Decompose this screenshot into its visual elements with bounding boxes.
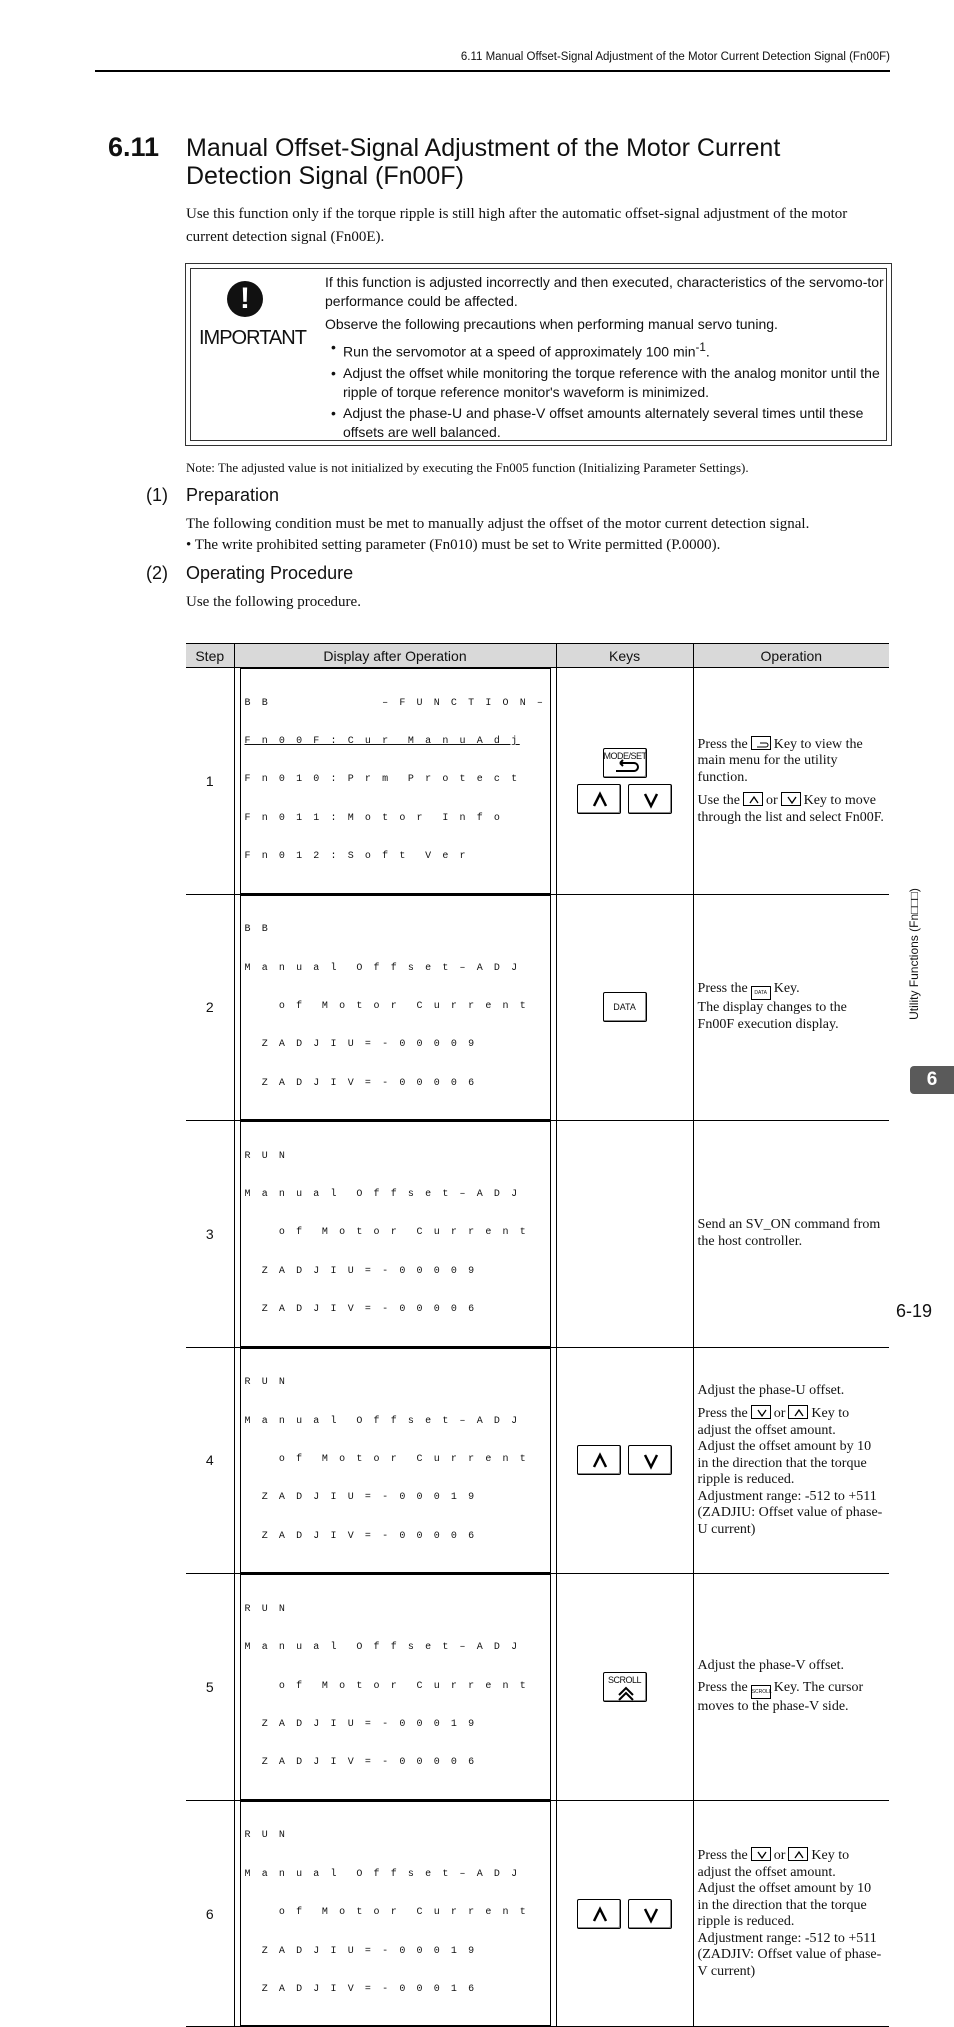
lcd-line: R U N [244,1603,288,1615]
op-fragment: Press the [697,1406,748,1422]
lcd-line: B B [244,924,271,936]
op-fragment: Press the [697,1848,748,1863]
lcd-display [240,1348,551,1574]
keys-cell [556,1574,693,1801]
step-cell: 4 [186,1347,234,1574]
down-arrow-icon [629,1900,673,1930]
lcd-display [240,668,551,894]
important-box [185,263,892,446]
down-key[interactable] [628,1899,672,1929]
table-row [186,1347,889,1574]
down-key-icon [751,1847,771,1861]
up-arrow-icon [789,1406,809,1420]
lcd-line: M a n u a l O f f s e t – A D J [244,1642,520,1654]
display-cell [234,894,556,1121]
data-key-icon: DATA [751,986,771,1000]
op-text [698,1680,885,1716]
th-display: Display after Operation [234,644,556,668]
lcd-line: F n 0 1 1 : M o t o r I n f o [244,812,503,824]
op-fragment: Press the [697,981,748,997]
preparation-text: The following condition must be met to manually adjust the offset of the motor current detection signal. [186,516,810,532]
lcd-line: Z A D J I V = - 0 0 0 0 6 [244,1304,477,1316]
preparation-num: (1) [146,485,168,505]
step-cell: 2 [186,894,234,1121]
procedure-num: (2) [146,563,168,583]
op-text: Adjust the phase-V offset. [697,1657,845,1673]
lcd-line: M a n u a l O f f s e t – A D J [244,1189,520,1201]
op-fragment: Key to view the main menu for the utility function. [697,736,863,785]
lcd-line: F n 0 0 F : C u r M a n u A d j [244,735,520,747]
bullet-1-end: . [705,343,710,360]
important-text [325,273,890,444]
lcd-line: o f M o t o r C u r r e n t [244,1680,529,1692]
op-fragment: or [773,1406,786,1422]
lcd-line: o f M o t o r C u r r e n t [244,1000,529,1012]
down-key-icon [781,792,801,806]
data-key[interactable] [603,992,647,1022]
step-cell: 1 [186,668,234,895]
down-arrow-icon [752,1848,772,1862]
op-text: (ZADJIU: Offset value of phase-U current) [697,1505,883,1537]
lcd-line: M a n u a l O f f s e t – A D J [244,1868,520,1880]
lcd-line: M a n u a l O f f s e t – A D J [244,962,520,974]
lcd-line: Z A D J I U = - 0 0 0 0 9 [244,1039,477,1051]
display-cell [234,668,556,895]
double-up-arrow-icon [604,1673,648,1703]
table-row [186,1121,889,1348]
scroll-key-label: SCROLL [608,1674,642,1685]
side-tab [904,866,924,1042]
lcd-line: Z A D J I U = - 0 0 0 0 9 [244,1265,477,1277]
keys-cell [556,1347,693,1574]
down-arrow-icon [629,1446,673,1476]
op-fragment: Key to adjust the offset amount. [697,1848,850,1880]
preparation-heading [146,485,279,506]
lcd-display [240,1574,551,1800]
op-fragment: Press the [697,1680,748,1696]
up-arrow-icon [578,1446,622,1476]
page-number: 6-19 [895,1301,932,1321]
lcd-display [240,1801,551,2027]
important-para-2: Observe the following precautions when performing manual servo tuning. [325,316,778,332]
op-fragment: or [773,1848,786,1863]
op-fragment: or [765,793,778,809]
lcd-line: Z A D J I U = - 0 0 0 1 9 [244,1945,477,1957]
up-key-icon [743,792,763,806]
op-text: Adjust the offset amount by 10 in the direction that the torque ripple is reduced. [697,1881,872,1929]
table-row [186,894,889,1121]
section-title: Manual Offset-Signal Adjustment of the Motor Current Detection Signal (Fn00F) [186,134,781,190]
down-arrow-icon [782,793,802,807]
scroll-key-icon: SCROLL [751,1685,771,1699]
operation-cell: Send an SV_ON command from the host controller. [693,1121,889,1348]
step-cell: 3 [186,1121,234,1348]
table-row [186,1800,889,2027]
lcd-line: Z A D J I V = - 0 0 0 0 6 [244,1757,477,1769]
up-arrow-icon [744,793,764,807]
op-text [698,1847,885,1881]
up-key-icon [788,1405,808,1419]
op-text [698,736,885,787]
important-bullet-3: • Adjust the phase-U and phase-V offset amounts alternately several times until these offsets are well balanced. [331,404,890,442]
keys-cell [556,668,693,895]
lcd-line: M a n u a l O f f s e t – A D J [244,1415,520,1427]
op-fragment: Press the [697,736,748,752]
lcd-line: F n 0 1 2 : S o f t V e r [244,851,469,863]
lcd-line: Z A D J I V = - 0 0 0 1 6 [244,1983,477,1995]
procedure-table [186,643,889,2027]
keys-cell [556,894,693,1121]
op-text: (ZADJIV: Offset value of phase-V current) [697,1947,882,1979]
down-key-icon [751,1405,771,1419]
op-fragment: Use the [697,793,740,809]
op-text [698,792,885,826]
return-arrow-icon [752,737,772,751]
th-operation: Operation [693,644,889,668]
running-header: 6.11 Manual Offset-Signal Adjustment of the Motor Current Detection Signal (Fn00F) [460,51,890,63]
up-arrow-icon [789,1848,809,1862]
scroll-key[interactable] [603,1672,647,1702]
note: Note: The adjusted value is not initialized by executing the Fn005 function (Initializing Parameter Settings). [186,460,749,475]
lcd-line: o f M o t o r C u r r e n t [244,1454,529,1466]
op-text [698,1405,885,1439]
up-key[interactable] [577,1445,621,1475]
mode-set-label: MODE/SET [603,750,647,761]
display-cell [234,1800,556,2027]
keys-cell [556,1121,693,1348]
important-label: IMPORTANT [199,327,306,349]
th-keys: Keys [556,644,693,668]
lcd-line: R U N [244,1150,288,1162]
up-arrow-icon [578,1900,622,1930]
operation-cell [693,894,889,1121]
preparation-title: Preparation [186,485,280,505]
important-bullet-2: • Adjust the offset while monitoring the torque reference with the analog monitor until the ripple of torque reference monitor's waveform is minimized. [331,364,890,402]
return-arrow-icon [604,749,648,779]
procedure-heading [146,563,353,584]
important-para-1: If this function is adjusted incorrectly and then executed, characteristics of the servomo-tor performance could be affected. [325,274,884,309]
op-text: Adjust the offset amount by 10 in the direction that the torque ripple is reduced. [697,1439,872,1488]
exclamation-icon: ! [227,281,263,317]
op-fragment: Key to move through the list and select Fn00F. [697,793,884,825]
lcd-line: R U N [244,1830,288,1842]
display-cell [234,1574,556,1801]
table-row [186,668,889,895]
op-text: Adjustment range: -512 to +511 [697,1488,877,1504]
procedure-text: Use the following procedure. [186,594,361,610]
lcd-line: Z A D J I U = - 0 0 0 1 9 [244,1492,477,1504]
important-bullet-1 [331,338,890,362]
chapter-tab: 6 [910,1066,954,1094]
lcd-display [240,895,551,1121]
preparation-bullet: • The write prohibited setting parameter (Fn010) must be set to Write permitted (P.0000). [186,537,721,553]
step-cell: 6 [186,1800,234,2027]
operation-cell [693,1574,889,1801]
step-cell: 5 [186,1574,234,1801]
table-row [186,1574,889,1801]
lcd-line: o f M o t o r C u r r e n t [244,1907,529,1919]
up-arrow-icon [578,785,622,815]
keys-cell [556,1800,693,2027]
procedure-title: Operating Procedure [186,563,354,583]
op-text: Adjust the phase-U offset. [697,1382,845,1398]
op-text: The display changes to the Fn00F execution display. [697,1000,847,1032]
lcd-line: o f M o t o r C u r r e n t [244,1227,529,1239]
operation-cell [693,668,889,895]
up-key[interactable] [577,784,621,814]
th-step: Step [186,644,234,668]
down-arrow-icon [629,785,673,815]
lcd-line: Z A D J I V = - 0 0 0 0 6 [244,1530,477,1542]
header-rule [95,70,890,72]
lcd-display [240,1121,551,1347]
lcd-line: Z A D J I U = - 0 0 0 1 9 [244,1718,477,1730]
up-key-icon [788,1847,808,1861]
op-fragment: Key to adjust the offset amount. [697,1406,850,1438]
op-fragment: Key. [773,981,800,997]
down-key[interactable] [628,1445,672,1475]
bullet-1-sup: -1 [695,341,706,354]
side-tab-label: Utility Functions (Fn□□□) [907,888,921,1020]
mode-set-key[interactable] [603,748,647,778]
section-intro: Use this function only if the torque ripple is still high after the automatic offset-signal adjustment of the motor current detection signal (Fn00E). [186,206,848,245]
table-header-row [186,644,889,668]
operation-cell [693,1347,889,1574]
display-cell [234,1347,556,1574]
op-text: Adjustment range: -512 to +511 [697,1930,877,1946]
up-key[interactable] [577,1899,621,1929]
data-key-label: DATA [613,1002,636,1013]
op-fragment: Key. The cursor moves to the phase-V side. [697,1680,864,1715]
bullet-1-text: Run the servomotor at a speed of approximately 100 min [343,343,696,360]
lcd-line: B B – F U N C T I O N – [244,697,546,709]
lcd-line: R U N [244,1377,288,1389]
op-text [698,981,885,1000]
section-number: 6.11 [108,132,160,162]
down-arrow-icon [752,1406,772,1420]
important-list [331,338,890,442]
lcd-line: F n 0 1 0 : P r m P r o t e c t [244,774,520,786]
display-cell [234,1121,556,1348]
important-inner-border [190,268,887,441]
lcd-line: Z A D J I V = - 0 0 0 0 6 [244,1077,477,1089]
down-key[interactable] [628,784,672,814]
operation-cell [693,1800,889,2027]
mode-key-icon [751,736,771,750]
